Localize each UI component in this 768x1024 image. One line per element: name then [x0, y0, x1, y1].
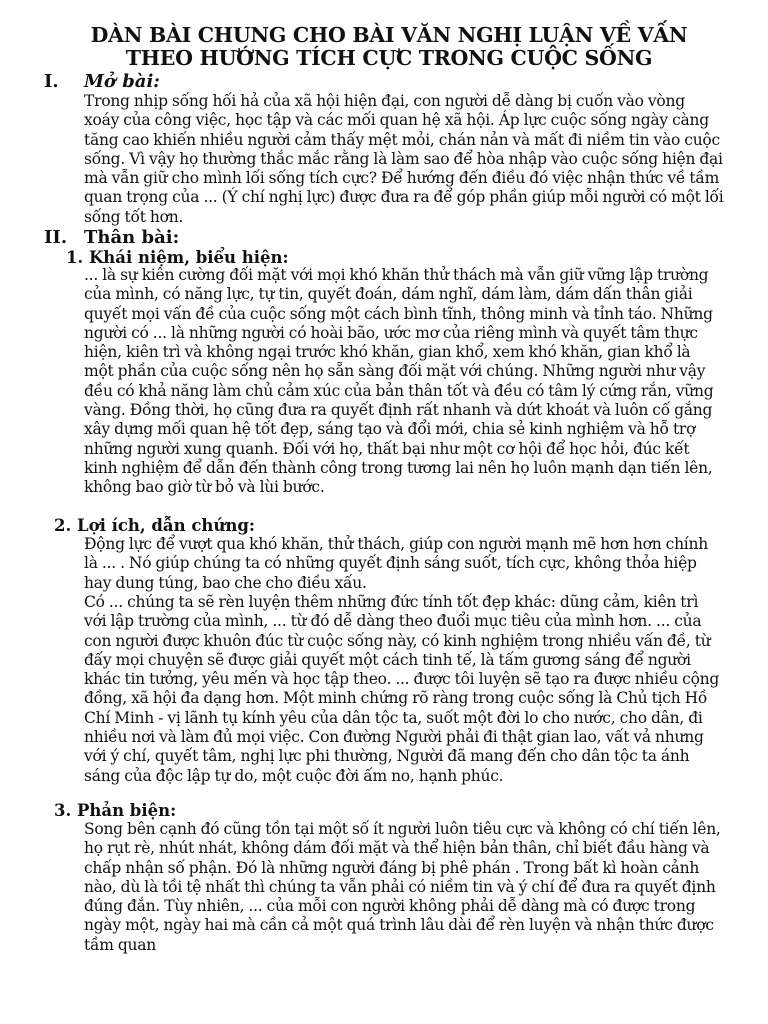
- section-title: Thân bài:: [84, 227, 180, 248]
- counterargument-paragraph: Song bên cạnh đó cũng tồn tại một số ít người luôn tiêu cực và không có chí tiến lên, họ rụt rè, nhút nhát, không dám đối mặt và thể hiện bản thân, chỉ biết đầu hàng và chấp nhận số phận. Đó là những người đáng bị phê phán . Trong bất kì hoàn cảnh nào, dù là tồi tệ nhất thì chúng ta vẫn phải có niềm tin và ý chí để đưa ra quyết định đúng đắn. Tùy nhiên, ... của mỗi con người không phải dễ dàng mà có được trong ngày một, ngày hai mà cần cả một quá trình lâu dài để rèn luyện và nhận thức được tầm quan: [84, 820, 721, 954]
- subsection-heading-concept: 1. Khái niệm, biểu hiện:: [66, 248, 289, 267]
- section-number: I.: [44, 71, 59, 92]
- benefits-paragraph-1: Động lực để vượt qua khó khăn, thử thách, giúp con người mạnh mẽ hơn hơn chính là ... . Nó giúp chúng ta có những quyết định sáng suốt, tích cực, không thỏa hiệp hay dung túng, bao che cho điều xấu.: [84, 535, 708, 592]
- benefits-paragraph-2: Có ... chúng ta sẽ rèn luyện thêm những đức tính tốt đẹp khác: dũng cảm, kiên trì với lập trường của mình, ... từ đó dễ dàng theo đuổi mục tiêu của mình hơn. ... của con người được khuôn đúc từ cuộc sống này, có kinh nghiệm trong nhiều vấn đề, từ đấy mọi chuyện sẽ được giải quyết một cách tinh tế, là tấm gương sáng để người khác tin tưởng, yêu mến và học tập theo. ... được tôi luyện sẽ tạo ra được nhiều cộng đồng, xã hội đa dạng hơn. Một minh chứng rõ ràng trong cuộc sống là Chủ tịch Hồ Chí Minh - vị lãnh tụ kính yêu của dân tộc ta, suốt một đời lo cho nước, cho dân, đi nhiều nơi và làm đủ mọi việc. Con đường Người phải đi thật gian lao, vất vả nhưng với ý chí, quyết tâm, nghị lực phi thường, Người đã mang đến cho dân tộc ta ánh sáng của độc lập tự do, một cuộc đời ấm no, hạnh phúc.: [84, 593, 720, 785]
- document-title: DÀN BÀI CHUNG CHO BÀI VĂN NGHỊ LUẬN VỀ VẤN THEO HƯỚNG TÍCH CỰC TRONG CUỘC SỐNG: [90, 23, 688, 70]
- section-number: II.: [44, 227, 68, 248]
- section-heading-body: [44, 228, 179, 248]
- subsection-heading-counterargument: 3. Phản biện:: [54, 801, 177, 820]
- subsection-heading-benefits: 2. Lợi ích, dẫn chứng:: [54, 516, 256, 535]
- section-heading-intro: [44, 72, 160, 92]
- concept-paragraph: ... là sự kiên cường đối mặt với mọi khó khăn thử thách mà vẫn giữ vững lập trường của mình, có năng lực, tự tin, quyết đoán, dám nghĩ, dám làm, dám dấn thân giải quyết mọi vấn đề của cuộc sống một cách bình tĩnh, thông minh và tỉnh táo. Những người có ... là những người có hoài bão, ước mơ của riêng mình và quyết tâm thực hiện, kiên trì và không ngại trước khó khăn, gian khổ, xem khó khăn, gian khổ là một phần của cuộc sống nên họ sẵn sàng đối mặt với chúng. Những người như vậy đều có khả năng làm chủ cảm xúc của bản thân tốt và đều có tâm lý cứng rắn, vững vàng. Đồng thời, họ cũng đưa ra quyết định rất nhanh và dứt khoát và luôn cố gắng xây dựng mối quan hệ tốt đẹp, sáng tạo và đổi mới, chia sẻ kinh nghiệm và hỗ trợ những người xung quanh. Đối với họ, thất bại như một cơ hội để học hỏi, đúc kết kinh nghiệm để dẫn đến thành công trong tương lai nên họ luôn mạnh dạn tiến lên, không bao giờ từ bỏ và lùi bước.: [84, 266, 714, 497]
- section-title: Mở bài:: [84, 71, 160, 92]
- intro-paragraph: Trong nhịp sống hối hả của xã hội hiện đại, con người dễ dàng bị cuốn vào vòng xoáy của công việc, học tập và các mối quan hệ xã hội. Áp lực cuộc sống ngày càng tăng cao khiến nhiều người cảm thấy mệt mỏi, chán nản và mất đi niềm tin vào cuộc sống. Vì vậy họ thường thắc mắc rằng là làm sao để hòa nhập vào cuộc sống hiện đại mà vẫn giữ cho mình lối sống tích cực? Để hướng đến điều đó việc nhận thức về tầm quan trọng của ... (Ý chí nghị lực) được đưa ra để góp phần giúp mỗi người có một lối sống tốt hơn.: [84, 92, 724, 226]
